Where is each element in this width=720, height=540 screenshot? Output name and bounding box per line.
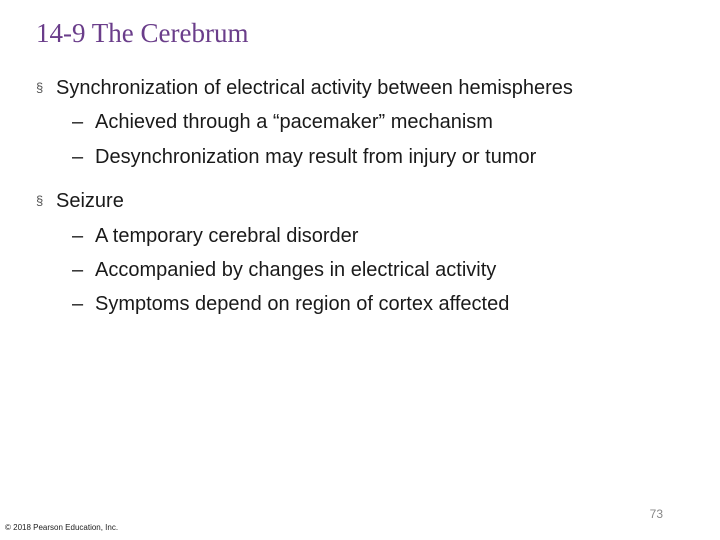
sub-bullet-text: A temporary cerebral disorder: [95, 225, 359, 247]
bullet-text: Seizure: [56, 190, 124, 212]
dash-marker: –: [72, 111, 84, 133]
sub-bullet-item: [72, 110, 493, 134]
sub-bullet-text: Accompanied by changes in electrical activity: [95, 259, 497, 281]
dash-marker: –: [72, 293, 84, 315]
bullet-item: [36, 76, 573, 100]
sub-bullet-text: Symptoms depend on region of cortex affected: [95, 293, 510, 315]
sub-bullet-text: Achieved through a “pacemaker” mechanism: [95, 111, 493, 133]
sub-bullet-item: [72, 224, 358, 248]
sub-bullet-item: [72, 258, 496, 282]
page-number: 73: [649, 507, 663, 521]
bullet-text: Synchronization of electrical activity between hemispheres: [56, 77, 573, 99]
bullet-marker: §: [36, 80, 44, 95]
dash-marker: –: [72, 259, 84, 281]
dash-marker: –: [72, 146, 84, 168]
slide-title: 14-9 The Cerebrum: [36, 18, 249, 48]
copyright-notice: © 2018 Pearson Education, Inc.: [5, 523, 119, 532]
sub-bullet-text: Desynchronization may result from injury or tumor: [95, 146, 537, 168]
bullet-marker: §: [36, 193, 44, 208]
bullet-item: [36, 189, 124, 213]
sub-bullet-item: [72, 292, 509, 316]
dash-marker: –: [72, 225, 84, 247]
sub-bullet-item: [72, 145, 536, 169]
